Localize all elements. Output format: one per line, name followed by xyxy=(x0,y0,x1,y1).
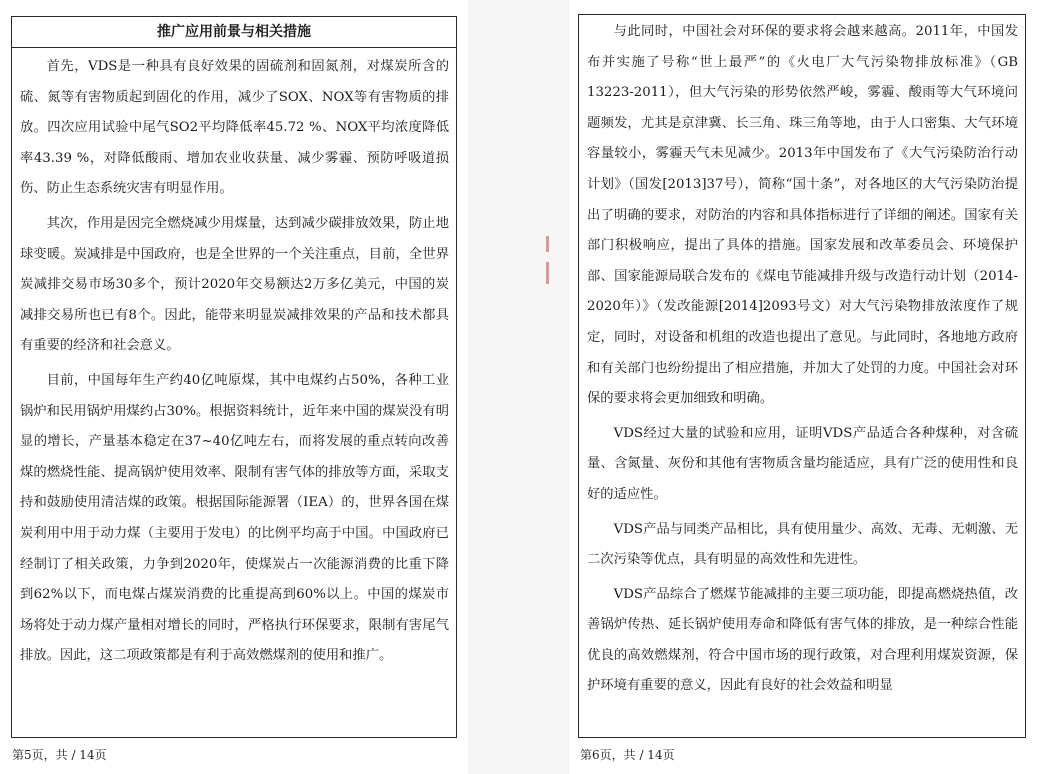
right-page-body xyxy=(579,15,1025,702)
paragraph-vds-functions: VDS产品综合了燃煤节能减排的主要三项功能，即提高燃烧热值，改善锅炉传热、延长锅炉使用寿命和降低有害气体的排放，是一种综合性能优良的高效燃煤剂，符合中国市场的现行政策，对合理利用煤炭资源，保护环境有重要的意义，因此有良好的社会效益和明显 xyxy=(587,586,1018,694)
right-page xyxy=(570,0,1041,774)
paragraph-coal-market: 目前，中国每年生产约40亿吨原煤，其中电煤约占50%，各种工业锅炉和民用锅炉用煤约占30%。根据资料统计，近年来中国的煤炭没有明显的增长，产量基本稳定在37~40亿吨左右，而将发展的重点转向改善煤的燃烧性能、提高锅炉使用效率、限制有害气体的排放等方面，采取支持和鼓励使用清洁煤的政策。根据国际能源署（IEA）的，世界各国在煤炭利用中用于动力煤（主要用于发电）的比例平均高于中国。中国政府已经制订了相关政策，力争到2020年，使煤炭占一次能源消费的比重下降到62%以下，而电煤占煤炭消费的比重提高到60%以上。中国的煤炭市场将处于动力煤产量相对增长的同时，严格执行环保要求，限制有害尾气排放。因此，这二项政策都是有利于高效燃煤剂的使用和推广。 xyxy=(20,372,449,664)
scan-artifact xyxy=(546,236,549,252)
right-page-frame xyxy=(578,14,1026,738)
paragraph-vds-adaptability: VDS经过大量的试验和应用，证明VDS产品适合各种煤种，对含硫量、含氮量、灰份和其他有害物质含量均能适应，具有广泛的使用性和良好的适应性。 xyxy=(587,425,1018,502)
left-page-frame xyxy=(11,16,457,738)
page-number-footer: 第6页，共 / 14页 xyxy=(580,748,675,762)
scan-artifact xyxy=(546,262,549,284)
paragraph-environmental-policy: 与此同时，中国社会对环保的要求将会越来越高。2011年，中国发布并实施了号称“世上最严”的《火电厂大气污染物排放标准》（GB 13223-2011），但大气污染的形势依然严峻，雾霾、酸雨等大气环境问题频发，尤其是京津冀、长三角、珠三角等地，由于人口密集、大气环境容量较小，雾霾天气未见减少。2013年中国发布了《大气污染防治行动计划》（国发[2013]37号），简称“国十条”，对各地区的大气污染防治提出了明确的要求，对防治的内容和具体指标进行了详细的阐述。国家有关部门积极响应，提出了具体的措施。国家发展和改革委员会、环境保护部、国家能源局联合发布的《煤电节能减排升级与改造行动计划（2014-2020年）》（发改能源[2014]2093号文）对大气污染物排放浓度作了规定，同时，对设备和机组的改造也提出了意见。与此同时，各地地方政府和有关部门也纷纷提出了相应措施，并加大了处罚的力度。中国社会对环保的要求将会更加细致和明确。 xyxy=(587,24,1018,407)
paragraph-carbon-reduction: 其次，作用是因完全燃烧减少用煤量，达到减少碳排放效果，防止地球变暖。炭减排是中国政府，也是全世界的一个关注重点，目前，全世界炭减排交易市场30多个，预计2020年交易额达2万多亿美元，中国的炭减排交易所也已有8个。因此，能带来明显炭减排效果的产品和技术都具有重要的经济和社会意义。 xyxy=(20,215,449,354)
paragraph-vds-advantages: VDS产品与同类产品相比，具有使用量少、高效、无毒、无刺激、无二次污染等优点，具有明显的高效性和先进性。 xyxy=(587,521,1018,568)
left-page-body xyxy=(12,48,456,672)
paragraph-desulfurization: 首先，VDS是一种具有良好效果的固硫剂和固氮剂，对煤炭所含的硫、氮等有害物质起到固化的作用，减少了SOX、NOX等有害物质的排放。四次应用试验中尾气SO2平均降低率45.72 %、NOX平均浓度降低率43.39 %，对降低酸雨、增加农业收获量、减少雾霾、预防呼吸道损伤、防止生态系统灾害有明显作用。 xyxy=(20,59,449,197)
page-number-footer: 第5页，共 / 14页 xyxy=(12,748,107,762)
left-page xyxy=(0,0,468,774)
section-heading: 推广应用前景与相关措施 xyxy=(12,17,456,48)
